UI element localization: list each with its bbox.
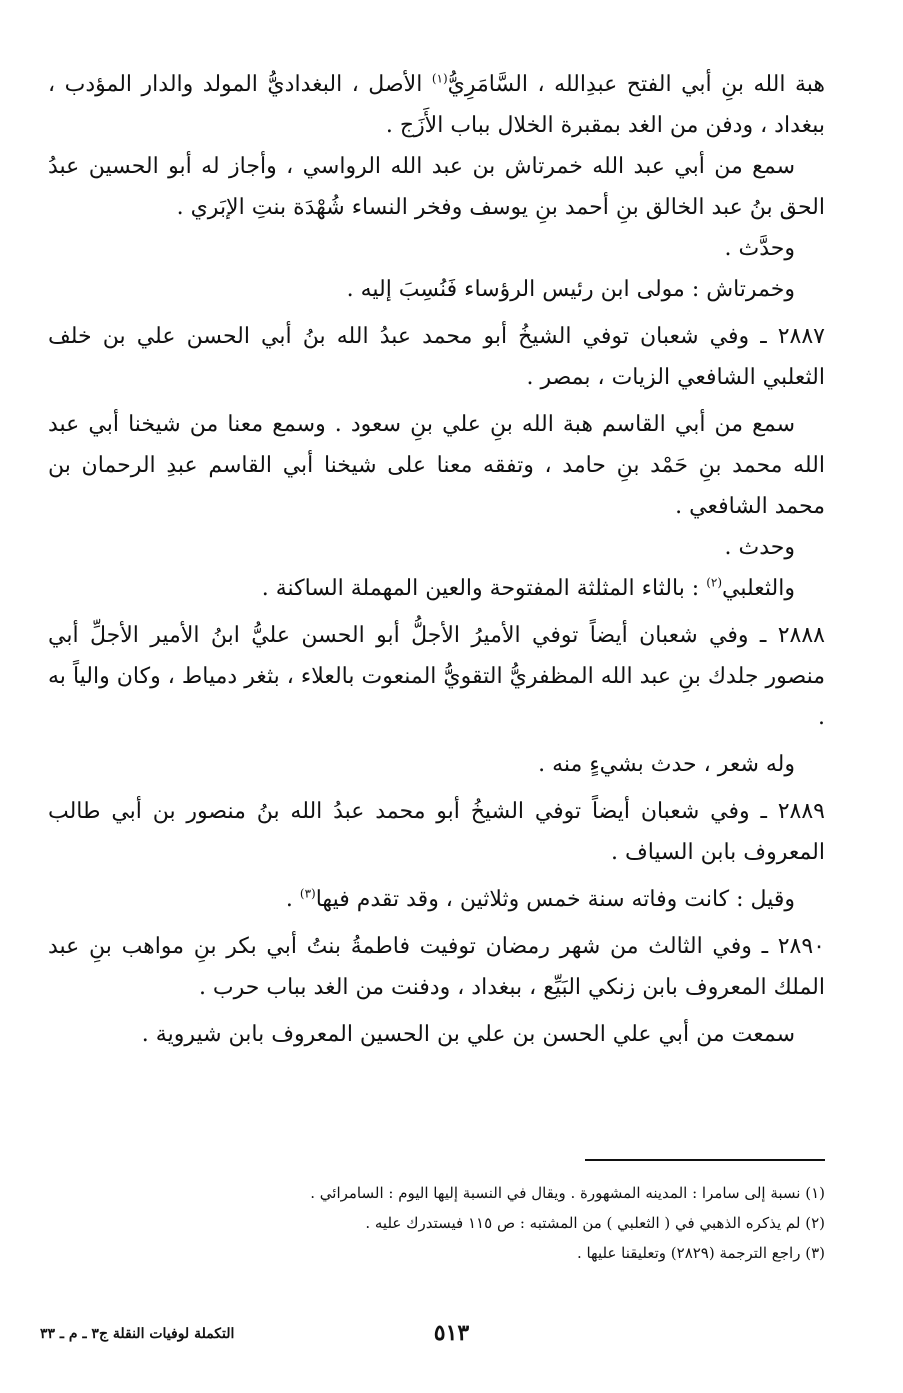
paragraph: والثعلبي$^{(٢)}$ : بالثاء المثلثة المفتوحة والعين المهملة الساكنة . (261, 575, 795, 601)
footnotes (48, 1178, 825, 1268)
entry-2888: ٢٨٨٨ ـ وفي شعبان أيضاً توفي الأميرُ الأجلُّ أبو الحسن عليُّ ابنُ الأمير الأجلِّ أبي منصور جلدك بنِ عبد الله المظفريُّ التقويُّ المنعوت بالعلاء ، بثغر دمياط ، وكان والياً به . (48, 623, 825, 730)
main-text (48, 64, 825, 1055)
page-number: ٥١٣ (433, 1320, 470, 1346)
paragraph: سمعت من أبي علي الحسن بن علي بن الحسين المعروف بابن شيروية . (141, 1022, 795, 1047)
footnote-ref-1[interactable]: (١) (431, 71, 448, 86)
entry-2889: ٢٨٨٩ ـ وفي شعبان أيضاً توفي الشيخُ أبو محمد عبدُ الله بنُ منصور بن أبي طالب المعروف بابن السياف . (48, 799, 825, 865)
footnote-2: (٢) لم يذكره الذهبي في ( الثعلبي ) من المشتبه : ص ١١٥ فيستدرك عليه . (365, 1214, 825, 1232)
paragraph: وله شعر ، حدث بشيءٍ منه . (538, 752, 795, 777)
paragraph: سمع من أبي عبد الله خمرتاش بن عبد الله الرواسي ، وأجاز له أبو الحسين عبدُ الحق بنُ عبد الخالق بنِ أحمد بنِ يوسف وفخر النساء شُهْدَة بنتِ الإبَري . (48, 154, 825, 220)
footnote-divider (585, 1159, 825, 1161)
footnote-ref-2[interactable]: (٢) (706, 575, 723, 590)
footnote-3: (٣) راجع الترجمة (٢٨٢٩) وتعليقنا عليها . (576, 1244, 825, 1262)
footnote-ref-3[interactable]: (٣) (299, 886, 316, 901)
entry-2890: ٢٨٩٠ ـ وفي الثالث من شهر رمضان توفيت فاطمةُ بنتُ أبي بكر بنِ مواهب بنِ عبد الملك المعروف بابن زنكي البَيِّع ، ببغداد ، ودفنت من الغد بباب حرب . (48, 934, 825, 1000)
paragraph: وخمرتاش : مولى ابن رئيس الرؤساء فَنُسِبَ إليه . (346, 277, 795, 302)
paragraph: هبة الله بنِ أبي الفتح عبدِالله ، السَّامَرِيُّ$^{(١)}$ الأصل ، البغداديُّ المولد والدار المؤدب ، ببغداد ، ودفن من الغد بمقبرة الخلال بباب الأَزَج . (48, 71, 825, 138)
paragraph: وحدث . (724, 535, 795, 560)
running-footer: التكملة لوفيات النقلة ج٣ ـ م ـ ٣٣ (40, 1326, 235, 1342)
paragraph: وحدَّث . (724, 236, 795, 261)
entry-2887: ٢٨٨٧ ـ وفي شعبان توفي الشيخُ أبو محمد عبدُ الله بنُ أبي الحسن علي بن خلف الثعلبي الشافعي الزيات ، بمصر . (48, 324, 825, 390)
paragraph: سمع من أبي القاسم هبة الله بنِ علي بنِ سعود . وسمع معنا من شيخنا أبي عبد الله محمد بنِ حَمْد بنِ حامد ، وتفقه معنا على شيخنا أبي القاسم عبدِ الرحمان بن محمد الشافعي . (48, 412, 825, 519)
footnote-1: (١) نسبة إلى سامرا : المدينه المشهورة . ويقال في النسبة إليها اليوم : السامرائي . (310, 1184, 825, 1202)
paragraph: وقيل : كانت وفاته سنة خمس وثلاثين ، وقد تقدم فيها$^{(٣)}$ . (285, 886, 795, 912)
